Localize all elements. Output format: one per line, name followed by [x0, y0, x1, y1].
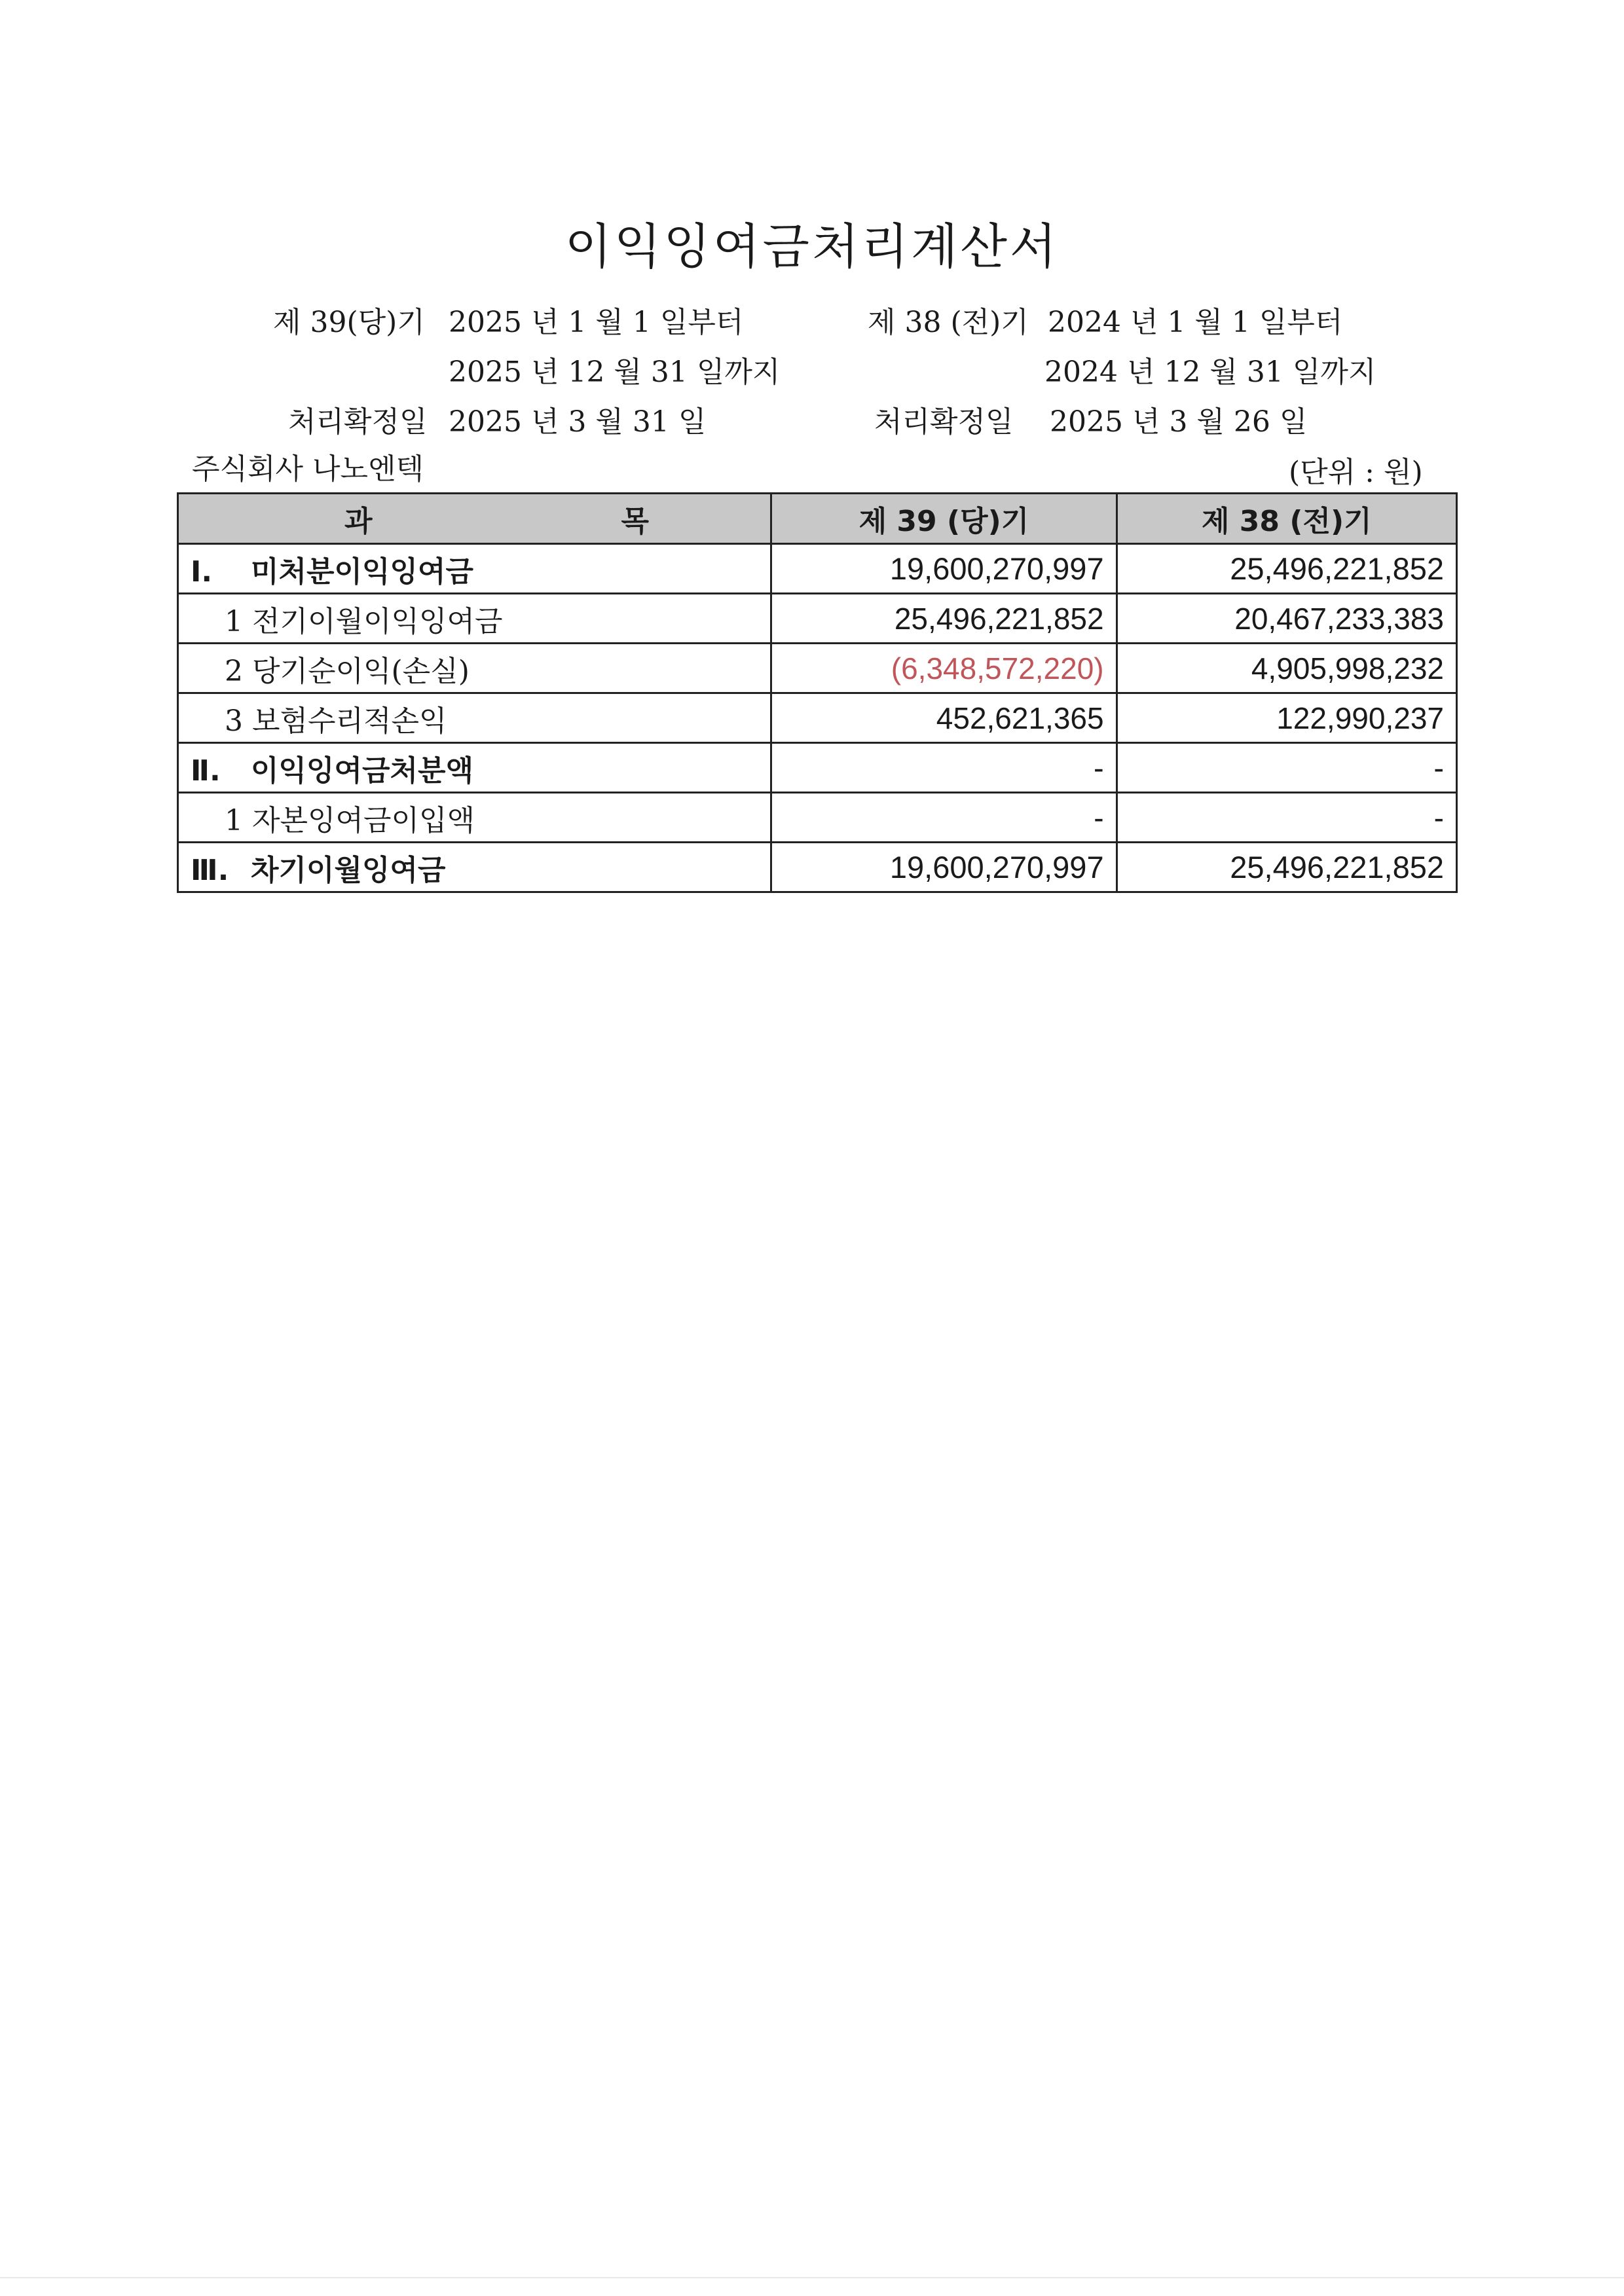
row-index: Ⅱ. [191, 754, 221, 788]
previous-confirm-label: 처리확정일 [874, 405, 1014, 439]
row-index: 1 [225, 604, 243, 638]
current-confirm-label: 처리확정일 [288, 405, 428, 439]
current-period-to: 2025 년 12 월 31 일까지 [449, 355, 781, 389]
header-item [178, 494, 771, 544]
header-previous-period: 제 38 (전)기 [1116, 494, 1456, 544]
row-previous-value: - [1116, 793, 1456, 843]
company-name: 주식회사 나노엔텍 [192, 452, 424, 486]
previous-confirm-date: 2025 년 3 월 26 일 [1050, 405, 1308, 439]
unit-label: (단위 : 원) [1289, 456, 1423, 489]
row-item [178, 544, 771, 594]
row-current-value: (6,348,572,220) [771, 644, 1116, 693]
retained-earnings-table [177, 492, 1458, 893]
table-row [178, 843, 1457, 892]
header-item-left: 과 [344, 505, 373, 538]
row-current-value: - [771, 743, 1116, 793]
row-current-value: - [771, 793, 1116, 843]
row-label: 자본잉여금이입액 [252, 803, 475, 837]
row-label: 차기이월잉여금 [251, 853, 446, 887]
current-period-label: 제 39(당)기 [273, 306, 425, 339]
table-row [178, 644, 1457, 693]
row-current-value: 19,600,270,997 [771, 843, 1116, 892]
row-label: 이익잉여금처분액 [251, 754, 474, 788]
row-current-value: 25,496,221,852 [771, 594, 1116, 644]
row-label: 미처분이익잉여금 [251, 555, 474, 589]
row-label: 당기순이익(손실) [252, 654, 470, 688]
row-index: Ⅰ. [191, 555, 213, 589]
current-period-from: 2025 년 1 월 1 일부터 [449, 306, 744, 339]
row-item [178, 644, 771, 693]
header-item-right: 목 [621, 505, 650, 538]
scan-edge-line [0, 2277, 1624, 2278]
table-row [178, 594, 1457, 644]
row-item [178, 743, 771, 793]
row-item [178, 693, 771, 743]
table-row [178, 793, 1457, 843]
previous-period-to: 2024 년 12 월 31 일까지 [1044, 355, 1376, 389]
row-previous-value: 122,990,237 [1116, 693, 1456, 743]
row-previous-value: 20,467,233,383 [1116, 594, 1456, 644]
page-title: 이익잉여금처리계산서 [564, 219, 1060, 275]
row-label: 보험수리적손익 [252, 704, 447, 738]
table-header-row [178, 494, 1457, 544]
row-previous-value: 25,496,221,852 [1116, 544, 1456, 594]
previous-period-label: 제 38 (전)기 [868, 306, 1029, 339]
table-row [178, 743, 1457, 793]
current-confirm-date: 2025 년 3 월 31 일 [449, 405, 707, 439]
row-current-value: 19,600,270,997 [771, 544, 1116, 594]
row-previous-value: 4,905,998,232 [1116, 644, 1456, 693]
row-index: Ⅲ. [191, 853, 229, 887]
table-row [178, 693, 1457, 743]
header-current-period: 제 39 (당)기 [771, 494, 1116, 544]
row-item [178, 793, 771, 843]
row-previous-value: 25,496,221,852 [1116, 843, 1456, 892]
row-previous-value: - [1116, 743, 1456, 793]
row-label: 전기이월이익잉여금 [252, 604, 503, 638]
table-row [178, 544, 1457, 594]
row-index: 2 [225, 654, 243, 688]
row-item [178, 843, 771, 892]
row-current-value: 452,621,365 [771, 693, 1116, 743]
previous-period-from: 2024 년 1 월 1 일부터 [1048, 306, 1343, 339]
row-item [178, 594, 771, 644]
row-index: 3 [225, 704, 243, 738]
row-index: 1 [225, 803, 243, 837]
